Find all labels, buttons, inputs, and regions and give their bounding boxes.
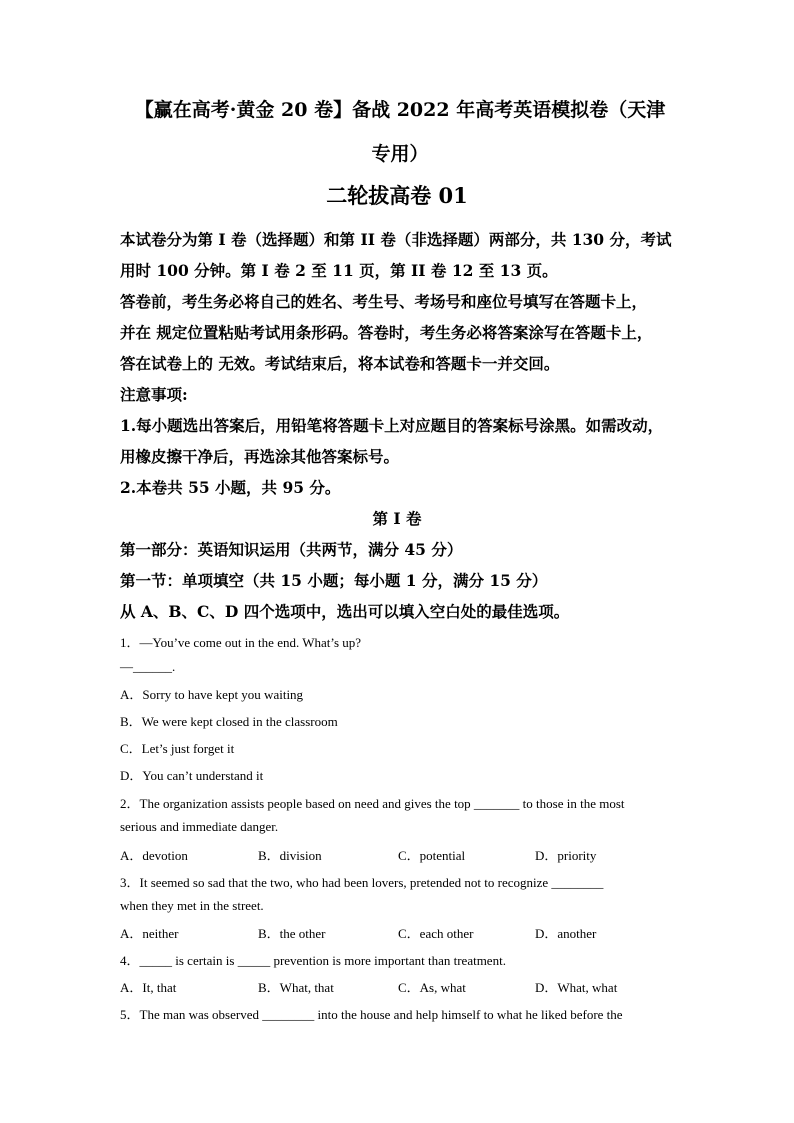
exam-subtitle: 二轮拔高卷 01 <box>326 183 468 208</box>
q4-option-d: D．What, what <box>535 980 618 995</box>
q1-option-c: C．Let’s just forget it <box>120 741 235 756</box>
q2-option-a: A．devotion <box>120 848 188 863</box>
note-2: 2.本卷共 55 小题，共 95 分。 <box>120 478 341 497</box>
notes-heading: 注意事项: <box>120 385 188 404</box>
volume-heading: 第 I 卷 <box>372 509 422 528</box>
q4-option-a: A．It, that <box>120 980 177 995</box>
part-1-heading: 第一部分：英语知识运用（共两节，满分 45 分） <box>120 540 463 559</box>
q3-option-a: A．neither <box>120 926 179 941</box>
q1-blank: —______. <box>120 659 176 674</box>
q2-stem-line-2: serious and immediate danger. <box>120 819 279 834</box>
note-1-line-1: 1.每小题选出答案后，用铅笔将答题卡上对应题目的答案标号涂黑。如需改动， <box>120 416 664 435</box>
q1-option-a: A．Sorry to have kept you waiting <box>120 687 304 702</box>
q5-stem: 5．The man was observed ________ into the house and help himself to what he liked before the <box>120 1007 623 1022</box>
q3-stem-line-2: when they met in the street. <box>120 898 264 913</box>
intro-line-1: 本试卷分为第 I 卷（选择题）和第 II 卷（非选择题）两部分，共 130 分，考试 <box>120 230 672 249</box>
note-1-line-2: 用橡皮擦干净后，再选涂其他答案标号。 <box>120 447 400 466</box>
q4-option-c: C．As, what <box>398 980 466 995</box>
q1-stem: 1．—You’ve come out in the end. What’s up? <box>120 635 362 650</box>
q2-stem-line-1: 2．The organization assists people based on need and gives the top _______ to those in the most <box>120 796 625 811</box>
intro-line-4: 并在 规定位置粘贴考试用条形码。答卷时，考生务必将答案涂写在答题卡上， <box>120 323 653 342</box>
q3-stem-line-1: 3．It seemed so sad that the two, who had been lovers, pretended not to recognize ________ <box>120 875 604 890</box>
q3-option-c: C．each other <box>398 926 474 941</box>
q3-option-b: B．the other <box>258 926 326 941</box>
intro-line-5: 答在试卷上的 无效。考试结束后，将本试卷和答题卡一并交回。 <box>120 354 560 373</box>
q2-option-b: B．division <box>258 848 322 863</box>
section-1-instruction: 从 A、B、C、D 四个选项中，选出可以填入空白处的最佳选项。 <box>120 602 570 621</box>
q4-option-b: B．What, that <box>258 980 334 995</box>
intro-line-2: 用时 100 分钟。第 I 卷 2 至 11 页，第 II 卷 12 至 13 页。 <box>120 261 558 280</box>
exam-title-line2: 专用） <box>371 143 429 165</box>
exam-title-line1: 【赢在高考·黄金 20 卷】备战 2022 年高考英语模拟卷（天津 <box>134 99 666 121</box>
q4-stem: 4．_____ is certain is _____ prevention is more important than treatment. <box>120 953 506 968</box>
q3-option-d: D．another <box>535 926 597 941</box>
q1-option-b: B．We were kept closed in the classroom <box>120 714 338 729</box>
q2-option-c: C．potential <box>398 848 466 863</box>
intro-line-3: 答卷前，考生务必将自己的姓名、考生号、考场号和座位号填写在答题卡上， <box>120 292 648 311</box>
section-1-heading: 第一节：单项填空（共 15 小题；每小题 1 分，满分 15 分） <box>120 571 548 590</box>
q2-option-d: D．priority <box>535 848 597 863</box>
q1-option-d: D．You can’t understand it <box>120 768 264 783</box>
